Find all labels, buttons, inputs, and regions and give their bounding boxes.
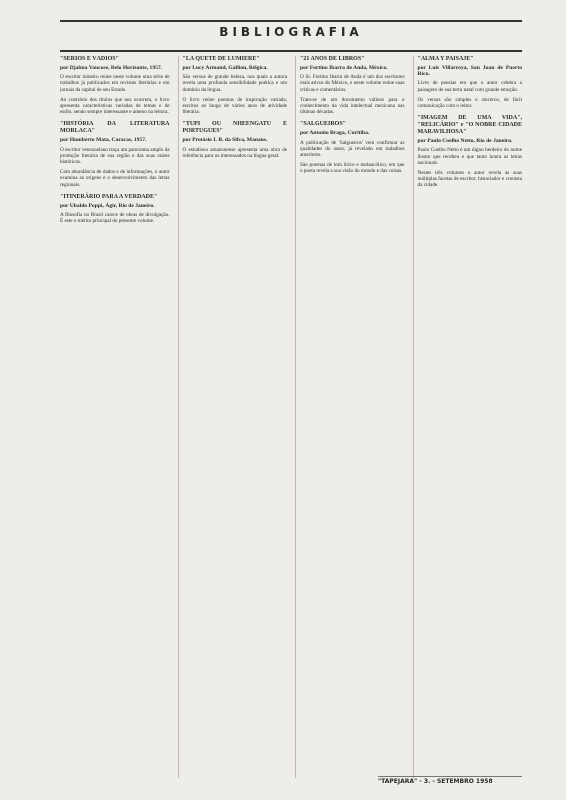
article-byline: por Luis Villarroya, San Juan de Puerto Rico.: [417, 65, 522, 78]
article-paragraph: Ao contrário dos títulos que nos ocorrem, o livro apresenta características variadas de temas e de estilo, sendo sempre interessante e ameno na leitura.: [60, 96, 170, 116]
article-paragraph: Nestes três volumes o autor revela as suas múltiplas facetas de escritor, historiador e cronista da cidade.: [417, 170, 522, 189]
article-paragraph: Trata-se de um documento valioso para o conhecimento da vida intelectual mexicana nas últimas décadas.: [300, 96, 405, 116]
article-title: "HISTÓRIA DA LITERATURA MORLACA": [60, 121, 170, 135]
article-serios-e-vadios: [60, 56, 170, 115]
footer-text: "TAPEJARA" - 3. - SETEMBRO 1958: [378, 778, 493, 785]
article-historia-literatura-morlaca: [60, 121, 170, 187]
article-paragraph: Livro de poesias em que o autor celebra a paisagem de sua terra natal com grande emoção.: [417, 80, 522, 93]
columns: [60, 56, 522, 778]
page-footer: [378, 776, 522, 788]
column-2: [178, 56, 288, 778]
article-alma-y-paisaje: [418, 56, 523, 109]
article-title: "LA QUETE DE LUMIÈRE": [182, 56, 260, 62]
article-title: "IMAGEM DE UMA VIDA", "RELICÁRIO" e "O NOBRE CIDADE MARAVILHOSA": [417, 115, 522, 136]
article-paragraph: O livro reúne poemas de inspiração variada, escritos ao longo de vários anos de atividade literária.: [182, 96, 287, 116]
article-title: "ALMA Y PAISAJE": [417, 56, 474, 62]
article-paragraph: O escritor venezuelano traça um panorama amplo da produção literária de sua região e das suas raízes históricas.: [60, 146, 170, 166]
article-title: "ITINERÁRIO PARA A VERDADE": [60, 193, 158, 200]
article-paragraph: O Sr. Fortino Ibarra de Anda é um dos escritores mais ativos do México, e neste volume reúne suas críticas e comentários.: [300, 74, 405, 93]
article-21-anos-de-libros: [300, 56, 405, 115]
article-byline: por Paulo Coelho Netto, Rio de Janeiro.: [417, 138, 513, 145]
article-title: "21 ANOS DE LIBROS": [300, 56, 365, 62]
column-3: [295, 56, 405, 778]
article-paragraph: O estudioso amazonense apresenta uma obra de referência para os interessados na língua geral.: [182, 146, 287, 159]
article-paragraph: São poemas de tom lírico e melancólico, em que o poeta revela a sua visão do mundo e das coisas.: [300, 162, 405, 175]
article-title: "SALGUEIROS": [300, 121, 347, 128]
article-paragraph: A filosofia no Brasil carece de obras de divulgação. É este o mérito principal do presente volume.: [60, 212, 170, 225]
article-byline: por Lucy Armand, Gallion, Bélgica.: [182, 65, 268, 71]
article-paragraph: Com abundância de dados e de informações, o autor examina as origens e o desenvolvimento das letras regionais.: [60, 169, 170, 188]
article-itinerario-para-a-verdade: [60, 194, 170, 225]
article-tupi-ou-nheengatu: [183, 121, 288, 159]
column-1: [60, 56, 170, 778]
article-byline: por Humberto Mata, Caracas, 1957.: [60, 137, 147, 144]
page-header: [60, 20, 522, 52]
article-paragraph: São versos de grande beleza, nos quais a autora revela uma profunda sensibilidade poética e um domínio da língua.: [182, 74, 287, 93]
article-byline: por Fortino Ibarra de Anda, México.: [300, 65, 388, 71]
column-4: [413, 56, 523, 778]
section-banner: BIBLIOGRAFIA: [219, 25, 363, 39]
article-paragraph: Paulo Coelho Netto é um digno herdeiro do nome ilustre que recebeu e que tanto honra as letras nacionais.: [417, 147, 522, 166]
article-paragraph: Os versos são simples e sinceros, de fácil comunicação com o leitor.: [417, 96, 522, 110]
article-imagem-de-uma-vida: [418, 115, 523, 188]
article-paragraph: O escritor mineiro reúne neste volume uma série de trabalhos já publicados em revistas literárias e em jornais da capital de seu Estado.: [60, 74, 170, 93]
article-byline: por Antonio Braga, Curitiba.: [300, 130, 370, 137]
article-la-quete-de-lumiere: [183, 56, 288, 115]
article-byline: por Djalma Vaucose, Belo Horizonte, 1957.: [60, 65, 163, 71]
article-paragraph: A publicação de 'Salgueiros' vem confirmar as qualidades do autor, já revelado em trabalhos anteriores.: [300, 139, 405, 159]
article-byline: por Ubaldo Poppi, Ágir, Rio de Janeiro.: [60, 202, 155, 209]
article-title: "TUPI OU NHEENGATU E PORTUGUES": [182, 121, 287, 135]
article-title: "SÉRIOS E VÁDIOS": [60, 56, 119, 62]
article-byline: por Protásio I. B. da Silva, Manaus.: [182, 137, 268, 144]
article-salgueiros: [300, 121, 405, 174]
